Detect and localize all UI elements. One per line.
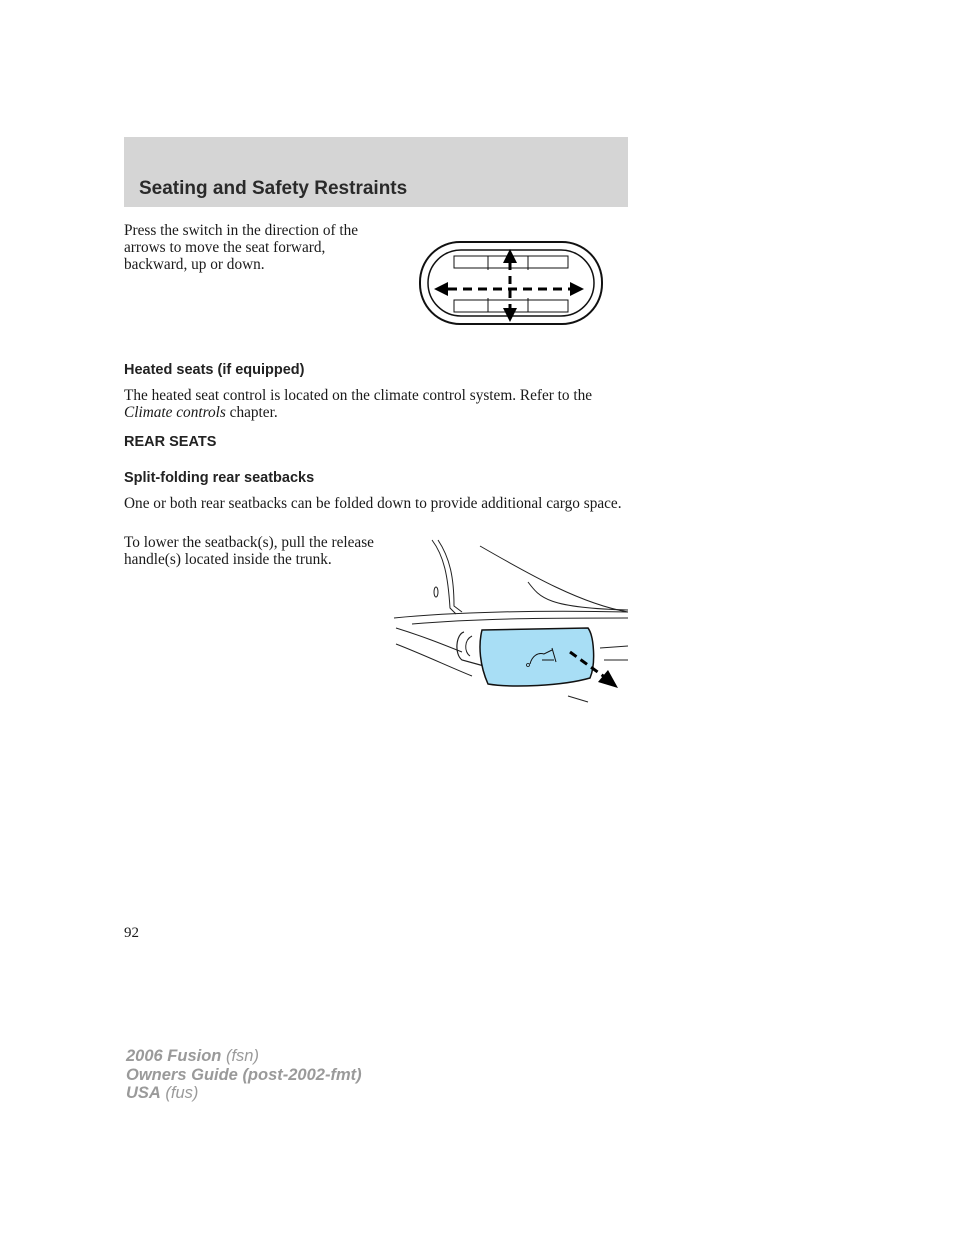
rear-seats-heading: REAR SEATS xyxy=(124,434,217,450)
seat-switch-illustration xyxy=(418,240,604,326)
trunk-release-handle-illustration xyxy=(392,536,628,704)
split-folding-heading: Split-folding rear seatbacks xyxy=(124,470,315,486)
page-number: 92 xyxy=(124,925,139,941)
heated-seats-paragraph: The heated seat control is located on the climate control system. Refer to the Climate controls chapter. xyxy=(124,387,593,421)
split-folding-paragraph: One or both rear seatbacks can be folded down to provide additional cargo space. xyxy=(124,495,622,512)
header-band xyxy=(124,137,628,207)
page-section-title: Seating and Safety Restraints xyxy=(139,178,408,199)
document-footer: 2006 Fusion (fsn) Owners Guide (post-2002-fmt) USA (fus) xyxy=(126,1047,362,1102)
climate-controls-reference: Climate controls xyxy=(124,404,226,421)
heated-seats-heading: Heated seats (if equipped) xyxy=(124,362,305,378)
lower-seatback-paragraph: To lower the seatback(s), pull the release handle(s) located inside the trunk. xyxy=(124,534,374,568)
seat-switch-paragraph: Press the switch in the direction of the arrows to move the seat forward, backward, up or down. xyxy=(124,222,359,273)
